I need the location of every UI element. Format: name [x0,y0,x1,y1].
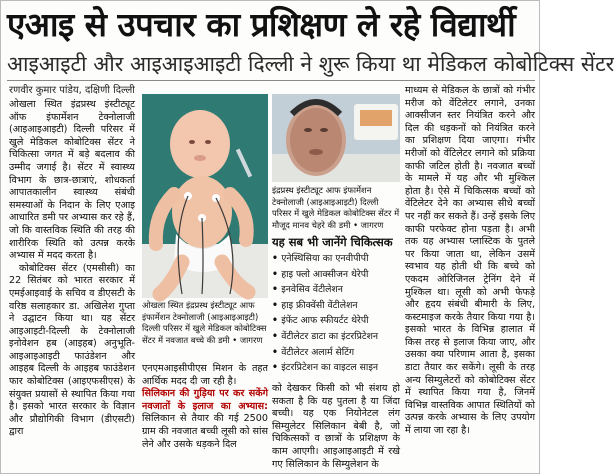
list-item: • एनेस्थिसिया का एनवीपीपी [272,251,400,267]
paragraph: सिलिकान से तैयार की गई 2500 ग्राम की नवजात बच्ची लूसी को सांस लेने और उसके धड़कने दिल [142,413,268,450]
paragraph: को देखकर किसी को भी संशय हो सकता है कि यह पुतला है या जिंदा बच्ची। यह एक नियोनेटल लंग सिम्युलेटर सिलिकान बेबी है, जो चिकित्सकों व छात्रों के प्रशिक्षण के काम आएगी। आइआइआइटी में रखे गए सिलिकान के सिम्युलेशन के [272,383,400,470]
article-column-1 [9,99,135,471]
topics-list [272,251,400,376]
photo-caption: ओखला स्थित इंद्रप्रस्थ इंस्टीट्यूट आफ इंफार्मेशन टेक्नोलाजी (आइआइआइटी) दिल्ली परिसर में खुले मेडिकल कोबोटिक्स सेंटर में नवजात बच्चे की डमी • जागरण [142,300,267,345]
paragraph: कोबोटिक्स सेंटर (एमसीसी) का 22 सितंबर को भारत सरकार में एमईआइवाई के सचिव व डीएसटी के वरिष्ठ सलाहकार डा. अखिलेश गुप्ता ने उद्घाटन किया था। यह सेंटर आइआइटी-दिल्ली के टेक्नोलाजी इनोवेशन हब (आइहब) अनुभूति-आइआइआइटी फाउंडेशन और आइहब दिल्ली के आइहब फाउंडेशन फार कोबोटिक्स (आइएफसीएस) के संयुक्त प्रयासों से स्थापित किया गया है। इसको भारत सरकार के विज्ञान और प्रौद्योगिकी विभाग (डीएसटी) द्वारा [9,262,135,438]
face-dummy-photo [272,94,400,182]
list-item: • वेंटीलेटर डाटा का इंटरप्रिटेशन [272,329,400,345]
subheading-inline: सिलिकान की गुड़िया पर कर सकेंगे नवजातों के इलाज का अभ्यास: [142,388,268,412]
infant-dummy-photo [142,94,268,298]
face-dummy-illustration [272,94,400,182]
list-item: • हाइ फ्लो आक्सीजन थेरेपी [272,267,400,283]
list-heading: यह सब भी जानेंगे चिकित्सक [272,235,393,249]
article-column-3 [272,383,400,471]
list-item: • इंफेंट आफ स्फीयर्टट थेरेपी [272,313,400,329]
byline: रणवीर कुमार पांडेय, दक्षिणी दिल्ली [9,85,135,96]
paragraph: माध्यम से मेडिकल के छात्रों को गंभीर मरीज को वेंटिलेटर लगाने, उनका आक्सीजन स्तर नियंत्रित करने और दिल की धड़कनों को नियंत्रित करने का प्रशिक्षण दिया जाएगा। गंभीर मरीजों को वेंटिलेटर लगाने को प्रक्रिया काफी जटिल होती है। नवजात बच्चों के मामले में यह और भी मुश्किल होता है। ऐसे में चिकित्सक बच्चों को वेंटिलेटर देने का अभ्यास सीधे बच्चों पर नहीं कर सकते हैं। उन्हें इसके लिए काफी परफेक्ट होना पड़ता है। अभी तक यह अभ्यास प्लास्टिक के पुतले पर किया जाता था, लेकिन उसमें स्वभाव यह होती थी कि बच्चे को एकदम ओरिजिनल ट्रेनिंग देने में मुश्किल था। लूसी को अभी फेफड़े और हृदय संबंधी बीमारी के लिए, कस्टमाइज करके तैयार किया गया है। इसको भारत के विभिन्न हालात में किस तरह से इलाज किया जाए, और उसका क्या परिणाम आता है, इसका डाटा तैयार कर सकेंगे। लूसी के तरह अन्य सिम्युलेटरों को कोबोटिक्स सेंटर में स्थापित किया गया है, जिनमें विभिन्न वास्तविक आपात स्थितियों को उत्पन्न करके अभ्यास के लिए उपयोग में लाया जा रहा है। [405,85,535,437]
photo-caption: इंद्रप्रस्थ इंस्टीट्यूट आफ इंफार्मेशन टेक्नोलाजी (आइआइआइटी) दिल्ली परिसर में खुले मेडिकल कोबोटिक्स सेंटर में मौजूद मानव चेहरे की डमी • जागरण [272,185,400,230]
list-item: • वेंटीलेटर अलार्म सेटिंग [272,345,400,361]
divider [7,80,535,81]
list-item: • इंटरप्रिटेशन का वाइटल साइन [272,360,400,376]
headline: एआइ से उपचार का प्रशिक्षण ले रहे विद्यार्थी [7,5,516,44]
subheadline: आइआइटी और आइआइआइटी दिल्ली ने शुरू किया था मेडिकल कोबोटिक्स सेंटर [7,52,614,76]
paragraph: ओखला स्थित इंद्रप्रस्थ इंस्टीट्यूट ऑफ इंफार्मेशन टेक्नोलाजी (आइआइआइटी) दिल्ली परिसर में खुले मेडिकल कोबोटिक्स सेंटर ने चिकित्सा जगत में बड़े बदलाव की उम्मीद जगाई है। सेंटर में स्वास्थ्य विभाग के छात्र-छात्राएं, शोधकर्ता आपातकालीन स्वास्थ्य संबंधी समस्याओं के निदान के लिए एआइ आधारित डमी पर अभ्यास कर रहे हैं, जो कि वास्तविक स्थिति की तरह की शारीरिक स्थिति को उत्पन्न करके अभ्यास में मदद करता है। [9,99,135,262]
list-item: • हाइ फ्रीक्वेंसी वेंटीलेशन [272,298,400,314]
paragraph: एनएमआइसीपीएस मिशन के तहत आर्थिक मदद दी जा रही है। [142,363,268,387]
list-item: • इनवेसिव वेंटीलेशन [272,282,400,298]
article-column-2 [142,363,268,471]
infant-dummy-illustration [142,94,268,298]
article-column-4 [405,85,535,471]
